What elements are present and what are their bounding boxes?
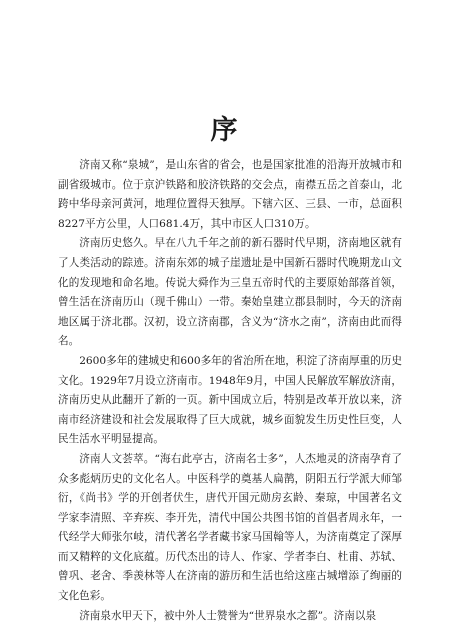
- paragraph: 济南历史悠久。早在八九千年之前的新石器时代早期，济南地区就有了人类活动的踪迹。济南东郊的城子崖遗址是中国新石器时代晚期龙山文化的发现地和命名地。传说大舜作为三皇五帝时代的主要原始部落首领，曾生活在济南历山（现千佛山）一带。秦始皇建立郡县制时，今天的济南地区属于济北郡。汉初，设立济南郡，含义为“济水之南”，济南由此而得名。: [58, 237, 402, 348]
- page-title: 序: [210, 115, 240, 146]
- document-body: [58, 156, 402, 626]
- paragraph: 2600多年的建城史和600多年的省治所在地，积淀了济南厚重的历史文化。1929年7月设立济南市。1948年9月，中国人民解放军解放济南，济南历史从此翻开了新的一页。新中国成立后，特别是改革开放以来，济南市经济建设和社会发展取得了巨大成就，城乡面貌发生历史性巨变，人民生活水平明显提高。: [58, 354, 402, 446]
- paragraph: 济南人文荟萃。“海右此亭古，济南名士多”，人杰地灵的济南孕育了众多彪炳历史的文化名人。中医科学的奠基人扁鹊，阴阳五行学派大师邹衍，《尚书》学的开创者伏生，唐代开国元勋房玄龄、秦琼，中国著名文学家李清照、辛弃疾、李开先，清代中国公共图书馆的首倡者周永年，一代经学大师张尔岐，清代著名学者藏书家马国翰等人，为济南奠定了深厚而又精粹的文化底蕴。历代杰出的诗人、作家、学者李白、杜甫、苏轼、曾巩、老舍、季羡林等人在济南的游历和生活也给这座古城增添了绚丽的文化色彩。: [58, 452, 402, 603]
- paragraph: 济南又称“泉城”，是山东省的省会，也是国家批准的沿海开放城市和副省级城市。位于京沪铁路和胶济铁路的交会点，南襟五岳之首泰山，北跨中华母亲河黄河，地理位置得天独厚。下辖六区、三县、一市，总面积8227平方公里，人口681.4万，其中市区人口310万。: [58, 159, 402, 230]
- paragraph: 济南泉水甲天下，被中外人士赞誉为“世界泉水之都”。济南以泉: [79, 609, 377, 622]
